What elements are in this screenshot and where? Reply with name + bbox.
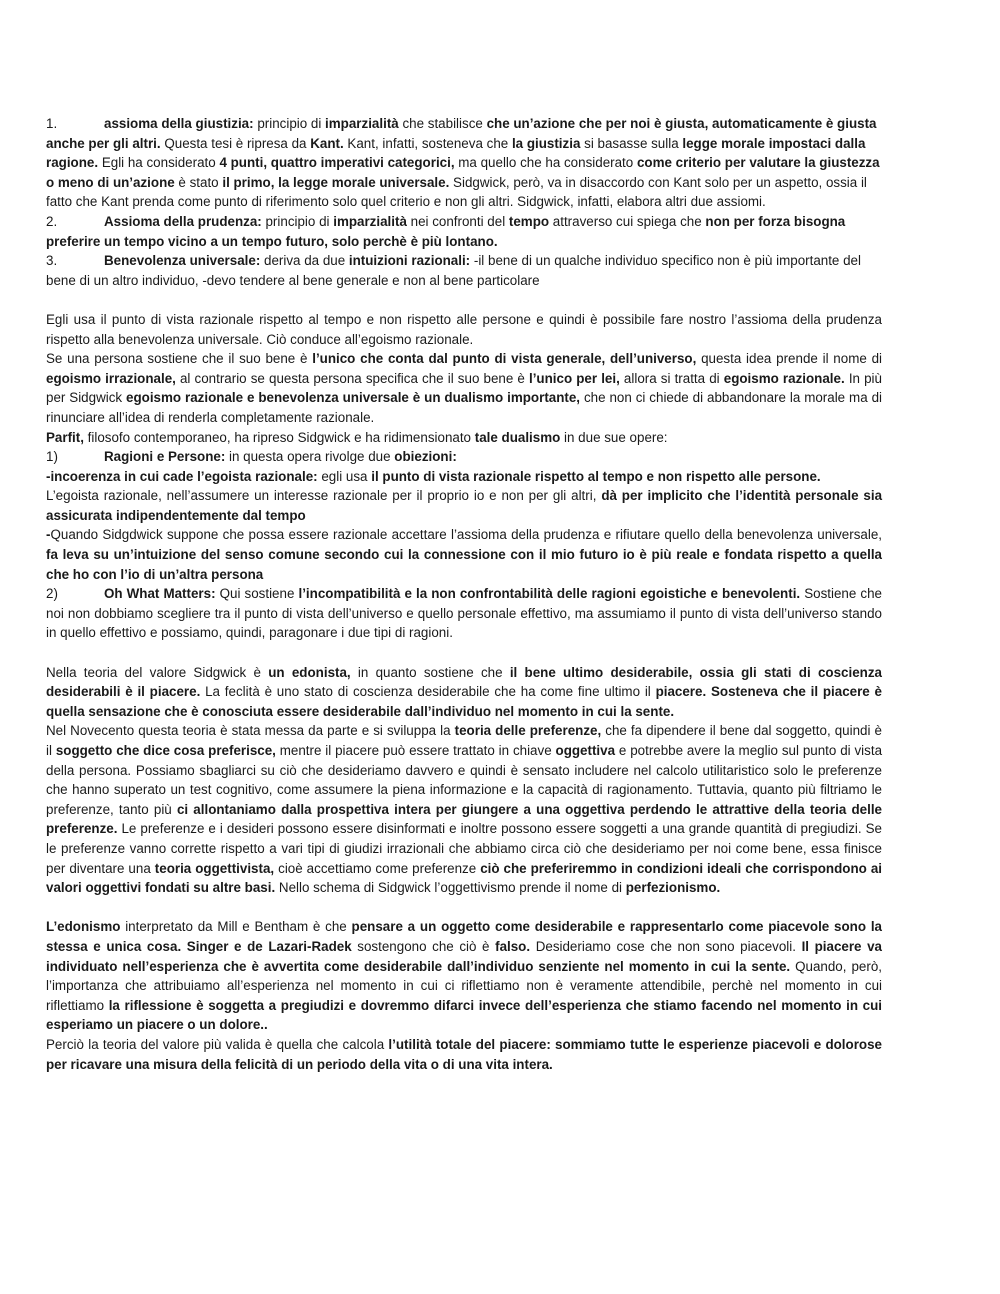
- text-run: Le preferenze e i desideri possono essere disinformati e inoltre possono essere soggetti a una grande quantità di pregiudizi. Se le preferenze vanno corrette rispetto a vari tipi di giudizi irrazionali che abbiamo circa ciò che desideriamo per noi come bene, essa finisce per diventare una: [46, 821, 882, 876]
- bold-text-run: Kant.: [310, 135, 344, 151]
- bold-text-run: il bene ultimo desiderabile, ossia gli stati di coscienza desiderabili è il piacere.: [46, 664, 882, 700]
- bold-text-run: che un’azione che per noi è giusta, automaticamente è giusta anche per gli altri.: [46, 116, 877, 151]
- text-run: Quando, però, l’importanza che attribuiamo all’esperienza nel momento in cui ci riflettiamo non è veramente attendibile, perchè nel momento in cui riflettiamo: [46, 958, 882, 1013]
- text-run: in quanto sostiene che: [350, 664, 510, 680]
- text-run: Desideriamo cose che non sono piacevoli.: [530, 938, 802, 954]
- bold-text-run: la riflessione è soggetta a pregiudizi e dovremmo difarci invece dell’esperienza che stiamo facendo nel momento in cui esperiamo un piacere o un dolore..: [46, 997, 882, 1033]
- text-run: Egli usa il punto di vista razionale rispetto al tempo e non rispetto alle persone e quindi è possibile fare nostro l’assioma della prudenza rispetto alla benevolenza universale. Ciò conduce all’egoismo razionale.: [46, 311, 882, 347]
- paragraph: [46, 525, 882, 584]
- bold-text-run: pensare a un oggetto come desiderabile e rappresentarlo come piacevole sono la stessa e unica cosa. Singer e de Lazari-Radek: [46, 919, 882, 954]
- text-run: in questa opera rivolge due: [225, 449, 395, 465]
- bold-text-run: -: [46, 527, 51, 543]
- bold-text-run: piacere. Sosteneva che il piacere è quella sensazione che è conosciuta essere desiderabile dall’individuo nel momento in cui la sente.: [46, 684, 882, 719]
- bold-text-run: ci allontaniamo dalla prospettiva intera per giungere a una oggettiva perdendo le attrattive della teoria delle preferenze.: [46, 801, 882, 837]
- text-run: questa idea prende il nome di: [696, 351, 882, 367]
- numbered-item: [46, 212, 882, 251]
- text-run: Quando Sidgdwick suppone che possa essere razionale accettare l’assioma della prudenza e rifiutare quello della benevolenza universale,: [50, 527, 882, 543]
- text-run: che stabilisce: [398, 116, 487, 131]
- paragraph-spacer: [46, 898, 882, 918]
- text-run: attraverso cui spiega che: [549, 213, 706, 229]
- text-run: egli usa: [317, 468, 372, 484]
- paragraph: [46, 428, 882, 448]
- bold-text-run: l’utilità totale del piacere: sommiamo tutte le esperienze piacevoli e dolorose per ricavare una misura della felicità di un periodo della vita o di una vita intera.: [46, 1036, 882, 1072]
- text-run: sostengono che ciò è: [351, 938, 496, 954]
- bold-text-run: assioma della giustizia:: [104, 116, 254, 131]
- bold-text-run: il primo, la legge morale universale.: [222, 174, 450, 190]
- numbered-item: [46, 251, 882, 290]
- bold-text-run: egoismo razionale e benevolenza universale è un dualismo importante,: [126, 390, 581, 406]
- bold-text-run: dà per implicito che l’identità personale sia assicurata indipendentemente dal tempo: [46, 488, 883, 523]
- text-run: Sidgwick, però, va in disaccordo con Kant solo per un aspetto, ossia il fatto che Kant prenda come punto di riferimento solo quel criterio e non gli altri. Sidgwick, infatti, elabora altri due assiomi.: [46, 174, 867, 210]
- numbered-item: [46, 114, 882, 212]
- bold-text-run: la giustizia: [511, 135, 581, 151]
- item-number: 2.: [46, 213, 58, 229]
- text-run: cioè accettiamo come preferenze: [274, 860, 481, 876]
- text-run: -il bene di un qualche individuo specifico non è più importante del bene di un altro individuo, -devo tendere al bene generale e non al bene particolare: [46, 253, 861, 288]
- bold-text-run: Assioma della prudenza:: [104, 213, 262, 229]
- bold-text-run: soggetto che dice cosa preferisce,: [55, 743, 276, 758]
- bold-text-run: l’unico per lei,: [528, 370, 620, 386]
- paragraph: [46, 349, 882, 427]
- bold-text-run: Ragioni e Persone:: [104, 449, 226, 465]
- bold-text-run: oggettiva: [555, 743, 616, 758]
- bold-text-run: l’unico che conta dal punto di vista generale, dell’universo,: [312, 351, 697, 367]
- paragraph: [46, 486, 882, 525]
- numbered-paragraph: [46, 447, 882, 467]
- text-run: nei confronti del: [406, 213, 509, 229]
- text-run: In più per Sidgwick: [46, 370, 882, 406]
- paragraph: [46, 1035, 882, 1074]
- text-run: principio di: [253, 116, 326, 131]
- bold-text-run: Benevolenza universale:: [104, 253, 261, 269]
- bold-text-run: egoismo razionale.: [723, 370, 845, 386]
- text-run: che non ci chiede di abbandonare la morale ma di rinunciare all’idea di renderla completamente razionale.: [46, 390, 882, 425]
- text-run: e potrebbe avere la meglio sul punto di vista della persona. Possiamo sbagliarci su ciò che desideriamo davvero e quindi è sensato includere nel calcolo utilitaristico solo le preferenze che hanno superato un test cognitivo, come assumere la piena informazione e la capacità di ragionamento. Tuttavia, quanto più filtriamo le preferenze, tanto più: [46, 743, 883, 817]
- paragraph-spacer: [46, 643, 882, 663]
- text-run: Qui sostiene: [215, 586, 299, 602]
- bold-text-run: L’edonismo: [46, 919, 121, 935]
- text-run: Kant, infatti, sosteneva che: [343, 135, 512, 151]
- axiom-list: [46, 114, 882, 290]
- bold-text-run: 4 punti, quattro imperativi categorici,: [219, 155, 455, 171]
- bold-text-run: Parfit,: [46, 429, 84, 445]
- text-run: allora si tratta di: [619, 370, 724, 386]
- text-run: interpretato da Mill e Bentham è che: [120, 919, 352, 935]
- item-number: 2): [46, 586, 58, 602]
- text-run: Egli ha considerato: [98, 155, 220, 171]
- document-paragraphs: [46, 290, 882, 1074]
- bold-text-run: il punto di vista razionale rispetto al tempo e non rispetto alle persone.: [371, 468, 821, 484]
- paragraph: [46, 663, 882, 722]
- text-run: è stato: [174, 174, 223, 190]
- text-run: ma quello che ha considerato: [454, 155, 637, 171]
- text-run: si basasse sulla: [580, 135, 683, 151]
- text-run: filosofo contemporaneo, ha ripreso Sidgwick e ha ridimensionato: [83, 429, 475, 445]
- paragraph: [46, 721, 882, 897]
- numbered-paragraph: [46, 584, 882, 643]
- text-run: L’egoista razionale, nell’assumere un interesse razionale per il proprio io e non per gli altri,: [46, 488, 602, 504]
- bold-text-run: ciò che preferiremmo in condizioni ideali che corrispondono ai valori oggettivi fondati su altre basi.: [46, 860, 882, 896]
- bold-text-run: egoismo irrazionale,: [46, 370, 176, 386]
- text-run: Nel Novecento questa teoria è stata messa da parte e si sviluppa la: [46, 723, 455, 739]
- text-run: La feclità è uno stato di coscienza desiderabile che ha come fine ultimo il: [200, 684, 656, 700]
- bold-text-run: perfezionismo.: [625, 880, 721, 896]
- text-run: Questa tesi è ripresa da: [160, 135, 311, 151]
- item-number: 1): [46, 449, 58, 465]
- text-run: Nello schema di Sidgwick l’oggettivismo prende il nome di: [275, 880, 626, 896]
- bold-text-run: un edonista,: [268, 664, 351, 680]
- bold-text-run: obiezioni:: [394, 449, 457, 465]
- item-number: 3.: [46, 253, 58, 269]
- bold-text-run: tale dualismo: [474, 429, 561, 445]
- bold-text-run: legge morale impostaci dalla ragione.: [46, 135, 866, 171]
- bold-text-run: l’incompatibilità e la non confrontabilità delle ragioni egoistiche e benevolenti.: [298, 586, 801, 602]
- bold-text-run: falso.: [495, 938, 531, 954]
- bold-text-run: imparzialità: [325, 116, 399, 131]
- text-run: che fa dipendere il bene dal soggetto, quindi è il: [46, 723, 882, 758]
- text-run: principio di: [261, 213, 334, 229]
- item-number: 1.: [46, 116, 58, 131]
- document-body: [46, 114, 882, 1074]
- bold-text-run: come criterio per valutare la giustezza o meno di un’azione: [46, 155, 880, 190]
- bold-text-run: -incoerenza in cui cade l’egoista razionale:: [46, 468, 318, 484]
- paragraph: [46, 310, 882, 349]
- bold-text-run: Il piacere va individuato nell’esperienza che è avvertita come desiderabile dall’individuo senziente nel momento in cui la sente.: [46, 938, 883, 974]
- text-run: Nella teoria del valore Sidgwick è: [46, 664, 269, 680]
- paragraph: [46, 917, 882, 1035]
- paragraph: [46, 467, 882, 487]
- text-run: Perciò la teoria del valore più valida è quella che calcola: [46, 1036, 389, 1052]
- bold-text-run: tempo: [508, 213, 550, 229]
- text-run: Se una persona sostiene che il suo bene è: [46, 351, 313, 367]
- text-run: al contrario se questa persona specifica che il suo bene è: [175, 370, 529, 386]
- bold-text-run: non per forza bisogna preferire un tempo vicino a un tempo futuro, solo perchè è più lontano.: [46, 213, 846, 249]
- bold-text-run: teoria delle preferenze,: [454, 723, 602, 739]
- text-run: deriva da due: [260, 253, 349, 269]
- bold-text-run: teoria oggettivista,: [154, 860, 275, 876]
- paragraph-spacer: [46, 290, 882, 310]
- bold-text-run: intuizioni razionali:: [348, 253, 471, 269]
- bold-text-run: Oh What Matters:: [104, 586, 216, 602]
- text-run: Sostiene che noi non dobbiamo scegliere tra il punto di vista dell’universo e quello personale effettivo, ma assumiamo il punto di vista dell’universo stando in quello effettivo e possiamo, quindi, paragonare i due tipi di ragioni.: [46, 586, 882, 641]
- text-run: mentre il piacere può essere trattato in chiave: [275, 743, 556, 758]
- text-run: in due sue opere:: [560, 429, 668, 445]
- bold-text-run: imparzialità: [333, 213, 407, 229]
- bold-text-run: fa leva su un’intuizione del senso comune secondo cui la connessione con il mio futuro io è più reale e fondata rispetto a quella che ho con l’io di un’altra persona: [46, 547, 882, 582]
